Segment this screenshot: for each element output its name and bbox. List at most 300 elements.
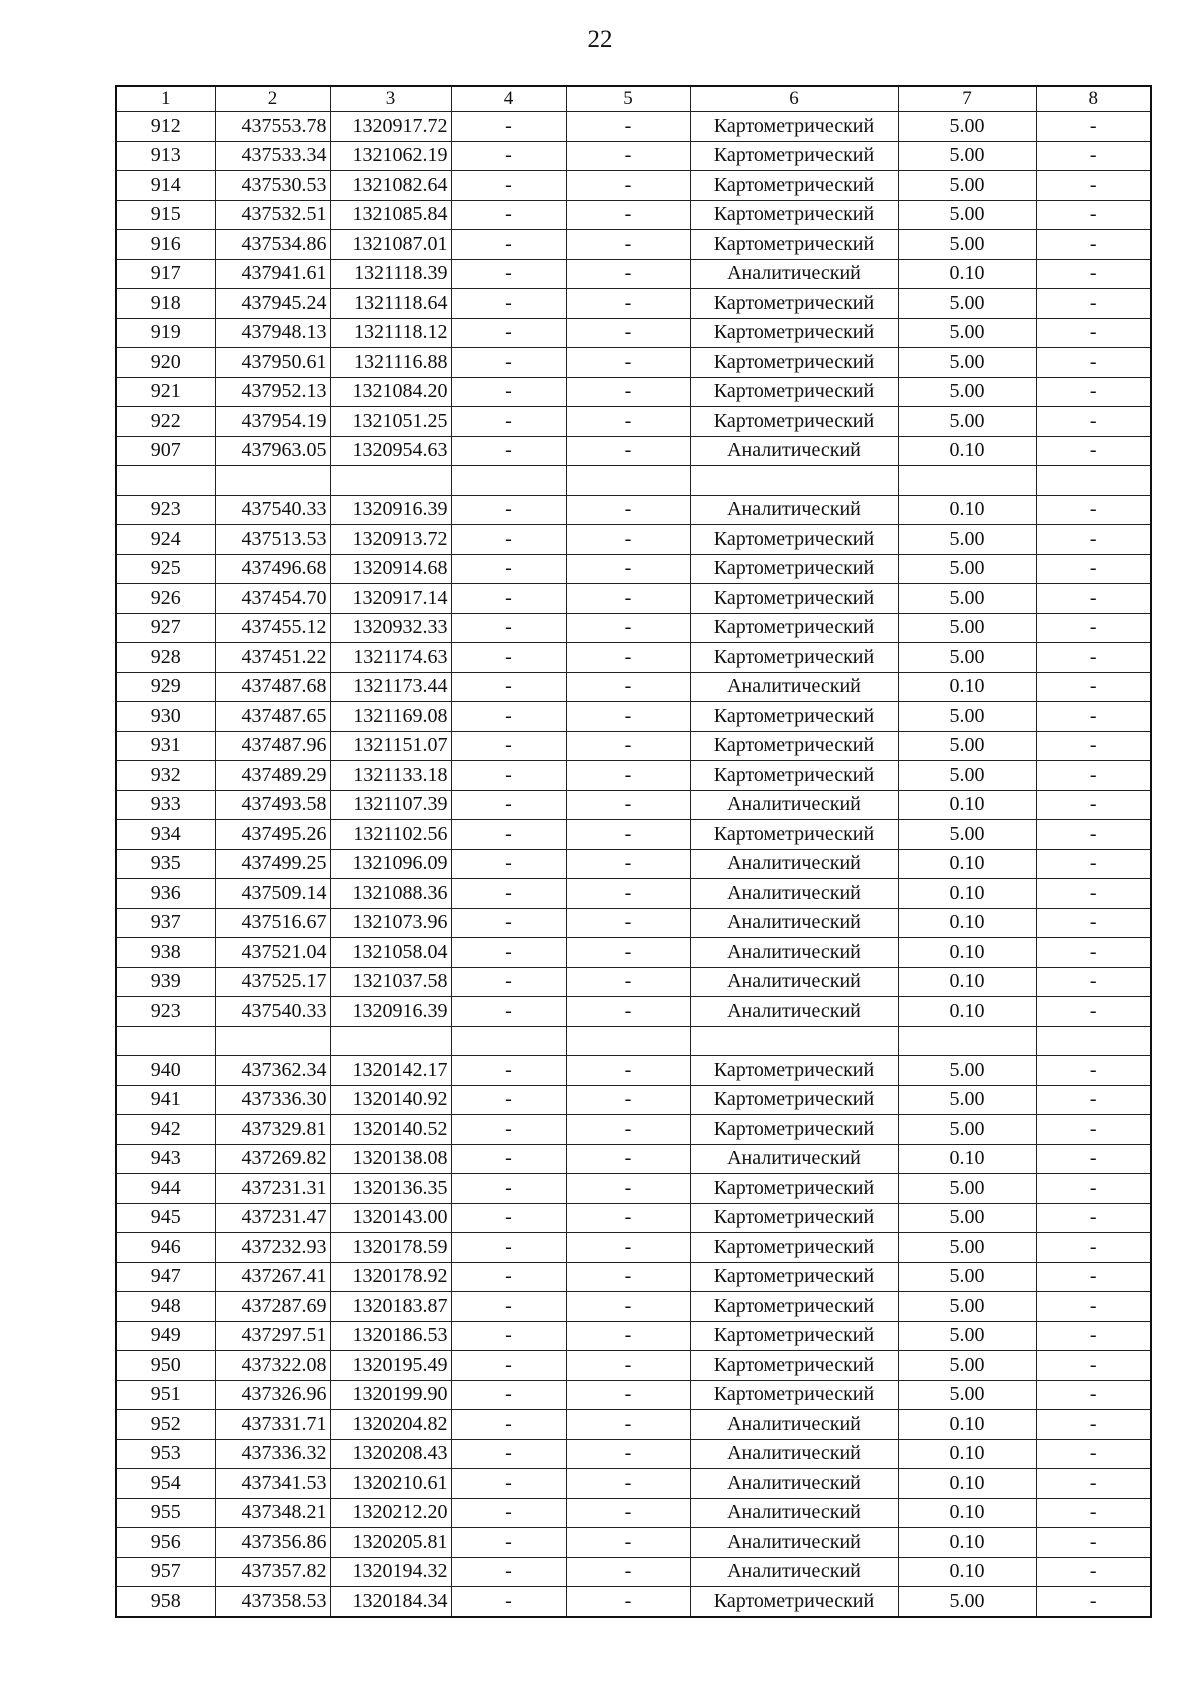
- column-5-cell: -: [566, 348, 690, 378]
- accuracy-cell: 5.00: [898, 584, 1036, 614]
- column-8-cell: -: [1036, 1115, 1151, 1145]
- column-5-cell: -: [566, 1292, 690, 1322]
- table-row: [116, 820, 1151, 850]
- method-cell: Картометрический: [690, 1203, 898, 1233]
- point-number-cell: 925: [116, 554, 215, 584]
- column-header-6: 6: [690, 86, 898, 112]
- x-coordinate-cell: 437530.53: [215, 171, 330, 201]
- point-number-cell: [116, 466, 215, 496]
- y-coordinate-cell: 1320212.20: [330, 1498, 451, 1528]
- column-4-cell: -: [451, 1469, 566, 1499]
- point-number-cell: 921: [116, 377, 215, 407]
- column-5-cell: -: [566, 525, 690, 555]
- accuracy-cell: 5.00: [898, 1351, 1036, 1381]
- method-cell: Картометрический: [690, 643, 898, 673]
- method-cell: Картометрический: [690, 1174, 898, 1204]
- method-cell: Картометрический: [690, 348, 898, 378]
- y-coordinate-cell: 1320195.49: [330, 1351, 451, 1381]
- column-5-cell: -: [566, 938, 690, 968]
- point-number-cell: 951: [116, 1380, 215, 1410]
- x-coordinate-cell: 437341.53: [215, 1469, 330, 1499]
- y-coordinate-cell: 1320142.17: [330, 1056, 451, 1086]
- column-5-cell: -: [566, 407, 690, 437]
- column-8-cell: -: [1036, 967, 1151, 997]
- accuracy-cell: [898, 466, 1036, 496]
- y-coordinate-cell: 1320913.72: [330, 525, 451, 555]
- method-cell: Картометрический: [690, 407, 898, 437]
- method-cell: Картометрический: [690, 200, 898, 230]
- column-4-cell: -: [451, 1115, 566, 1145]
- table-row: [116, 908, 1151, 938]
- table-row: [116, 731, 1151, 761]
- y-coordinate-cell: 1321062.19: [330, 141, 451, 171]
- x-coordinate-cell: 437521.04: [215, 938, 330, 968]
- y-coordinate-cell: 1320208.43: [330, 1439, 451, 1469]
- accuracy-cell: 0.10: [898, 997, 1036, 1027]
- method-cell: Аналитический: [690, 997, 898, 1027]
- point-number-cell: 946: [116, 1233, 215, 1263]
- column-4-cell: -: [451, 1410, 566, 1440]
- point-number-cell: 929: [116, 672, 215, 702]
- x-coordinate-cell: 437499.25: [215, 849, 330, 879]
- accuracy-cell: [898, 1026, 1036, 1056]
- accuracy-cell: 0.10: [898, 495, 1036, 525]
- column-8-cell: [1036, 1026, 1151, 1056]
- accuracy-cell: 5.00: [898, 761, 1036, 791]
- y-coordinate-cell: 1321087.01: [330, 230, 451, 260]
- column-header-4: 4: [451, 86, 566, 112]
- column-8-cell: -: [1036, 230, 1151, 260]
- method-cell: Картометрический: [690, 171, 898, 201]
- column-8-cell: -: [1036, 318, 1151, 348]
- accuracy-cell: 0.10: [898, 1439, 1036, 1469]
- point-number-cell: 945: [116, 1203, 215, 1233]
- accuracy-cell: 0.10: [898, 672, 1036, 702]
- point-number-cell: 913: [116, 141, 215, 171]
- accuracy-cell: 0.10: [898, 967, 1036, 997]
- point-number-cell: 949: [116, 1321, 215, 1351]
- accuracy-cell: 0.10: [898, 436, 1036, 466]
- table-row: [116, 377, 1151, 407]
- column-8-cell: -: [1036, 1085, 1151, 1115]
- x-coordinate-cell: 437232.93: [215, 1233, 330, 1263]
- x-coordinate-cell: 437941.61: [215, 259, 330, 289]
- point-number-cell: 956: [116, 1528, 215, 1558]
- column-4-cell: -: [451, 820, 566, 850]
- y-coordinate-cell: 1320143.00: [330, 1203, 451, 1233]
- column-4-cell: -: [451, 938, 566, 968]
- column-8-cell: -: [1036, 1203, 1151, 1233]
- x-coordinate-cell: 437525.17: [215, 967, 330, 997]
- column-4-cell: -: [451, 171, 566, 201]
- method-cell: Аналитический: [690, 1469, 898, 1499]
- column-4-cell: -: [451, 908, 566, 938]
- column-4-cell: -: [451, 348, 566, 378]
- column-5-cell: -: [566, 1439, 690, 1469]
- column-4-cell: -: [451, 1557, 566, 1587]
- x-coordinate-cell: 437454.70: [215, 584, 330, 614]
- accuracy-cell: 5.00: [898, 643, 1036, 673]
- accuracy-cell: 5.00: [898, 525, 1036, 555]
- column-8-cell: -: [1036, 1233, 1151, 1263]
- x-coordinate-cell: 437231.47: [215, 1203, 330, 1233]
- table-row: [116, 1587, 1151, 1617]
- y-coordinate-cell: 1321107.39: [330, 790, 451, 820]
- column-5-cell: -: [566, 1587, 690, 1617]
- y-coordinate-cell: 1320210.61: [330, 1469, 451, 1499]
- point-number-cell: 933: [116, 790, 215, 820]
- point-number-cell: 938: [116, 938, 215, 968]
- table-row: [116, 790, 1151, 820]
- table-row: [116, 584, 1151, 614]
- column-8-cell: -: [1036, 1321, 1151, 1351]
- column-5-cell: -: [566, 141, 690, 171]
- x-coordinate-cell: 437493.58: [215, 790, 330, 820]
- accuracy-cell: 5.00: [898, 1262, 1036, 1292]
- y-coordinate-cell: 1320916.39: [330, 997, 451, 1027]
- column-8-cell: -: [1036, 525, 1151, 555]
- column-4-cell: -: [451, 377, 566, 407]
- x-coordinate-cell: 437487.96: [215, 731, 330, 761]
- method-cell: Аналитический: [690, 790, 898, 820]
- method-cell: Картометрический: [690, 1380, 898, 1410]
- column-8-cell: -: [1036, 1528, 1151, 1558]
- table-row: [116, 1321, 1151, 1351]
- column-8-cell: -: [1036, 1292, 1151, 1322]
- table-row: [116, 879, 1151, 909]
- column-5-cell: -: [566, 171, 690, 201]
- column-8-cell: -: [1036, 997, 1151, 1027]
- column-5-cell: -: [566, 790, 690, 820]
- column-8-cell: -: [1036, 495, 1151, 525]
- x-coordinate-cell: 437287.69: [215, 1292, 330, 1322]
- point-number-cell: 952: [116, 1410, 215, 1440]
- column-8-cell: -: [1036, 141, 1151, 171]
- column-8-cell: -: [1036, 1351, 1151, 1381]
- column-4-cell: -: [451, 613, 566, 643]
- point-number-cell: 918: [116, 289, 215, 319]
- table-row: [116, 1557, 1151, 1587]
- y-coordinate-cell: 1320184.34: [330, 1587, 451, 1617]
- column-8-cell: -: [1036, 1056, 1151, 1086]
- point-number-cell: 935: [116, 849, 215, 879]
- accuracy-cell: 5.00: [898, 1085, 1036, 1115]
- accuracy-cell: 0.10: [898, 879, 1036, 909]
- y-coordinate-cell: 1321058.04: [330, 938, 451, 968]
- x-coordinate-cell: 437267.41: [215, 1262, 330, 1292]
- accuracy-cell: 5.00: [898, 1380, 1036, 1410]
- point-number-cell: 923: [116, 997, 215, 1027]
- column-4-cell: -: [451, 1085, 566, 1115]
- column-8-cell: -: [1036, 672, 1151, 702]
- point-number-cell: 948: [116, 1292, 215, 1322]
- x-coordinate-cell: 437948.13: [215, 318, 330, 348]
- column-4-cell: -: [451, 997, 566, 1027]
- column-5-cell: -: [566, 1469, 690, 1499]
- table-row: [116, 997, 1151, 1027]
- point-number-cell: 958: [116, 1587, 215, 1617]
- y-coordinate-cell: 1320204.82: [330, 1410, 451, 1440]
- table-row: [116, 938, 1151, 968]
- x-coordinate-cell: 437540.33: [215, 495, 330, 525]
- method-cell: Картометрический: [690, 141, 898, 171]
- point-number-cell: 942: [116, 1115, 215, 1145]
- column-4-cell: -: [451, 879, 566, 909]
- accuracy-cell: 5.00: [898, 1321, 1036, 1351]
- y-coordinate-cell: 1321118.39: [330, 259, 451, 289]
- table-row: [116, 849, 1151, 879]
- table-row: [116, 1380, 1151, 1410]
- method-cell: Картометрический: [690, 731, 898, 761]
- accuracy-cell: 5.00: [898, 1292, 1036, 1322]
- column-5-cell: -: [566, 112, 690, 142]
- point-number-cell: 930: [116, 702, 215, 732]
- table-row: [116, 702, 1151, 732]
- column-4-cell: -: [451, 495, 566, 525]
- column-4-cell: -: [451, 731, 566, 761]
- coordinates-table: [115, 85, 1152, 1618]
- y-coordinate-cell: 1321174.63: [330, 643, 451, 673]
- y-coordinate-cell: 1320205.81: [330, 1528, 451, 1558]
- point-number-cell: 920: [116, 348, 215, 378]
- column-5-cell: -: [566, 997, 690, 1027]
- column-5-cell: -: [566, 613, 690, 643]
- method-cell: Картометрический: [690, 584, 898, 614]
- point-number-cell: 912: [116, 112, 215, 142]
- column-5-cell: -: [566, 849, 690, 879]
- method-cell: Картометрический: [690, 1115, 898, 1145]
- column-4-cell: -: [451, 200, 566, 230]
- method-cell: Картометрический: [690, 1085, 898, 1115]
- x-coordinate-cell: 437945.24: [215, 289, 330, 319]
- table-row: [116, 1469, 1151, 1499]
- column-5-cell: -: [566, 761, 690, 791]
- accuracy-cell: 5.00: [898, 289, 1036, 319]
- method-cell: Аналитический: [690, 1498, 898, 1528]
- table-row: [116, 112, 1151, 142]
- column-8-cell: -: [1036, 1587, 1151, 1617]
- column-8-cell: -: [1036, 259, 1151, 289]
- column-8-cell: -: [1036, 702, 1151, 732]
- column-4-cell: -: [451, 1144, 566, 1174]
- table-row: [116, 672, 1151, 702]
- method-cell: Картометрический: [690, 1292, 898, 1322]
- column-4-cell: -: [451, 1233, 566, 1263]
- table-row: [116, 407, 1151, 437]
- table-row: [116, 761, 1151, 791]
- table-row: [116, 1292, 1151, 1322]
- accuracy-cell: 5.00: [898, 554, 1036, 584]
- column-5-cell: -: [566, 879, 690, 909]
- column-5-cell: -: [566, 1203, 690, 1233]
- x-coordinate-cell: 437954.19: [215, 407, 330, 437]
- y-coordinate-cell: 1321051.25: [330, 407, 451, 437]
- accuracy-cell: 0.10: [898, 1498, 1036, 1528]
- column-8-cell: -: [1036, 554, 1151, 584]
- accuracy-cell: 0.10: [898, 908, 1036, 938]
- column-5-cell: -: [566, 495, 690, 525]
- table-row: [116, 1174, 1151, 1204]
- method-cell: [690, 1026, 898, 1056]
- method-cell: Аналитический: [690, 849, 898, 879]
- table-row: [116, 554, 1151, 584]
- x-coordinate-cell: 437509.14: [215, 879, 330, 909]
- column-4-cell: -: [451, 1380, 566, 1410]
- accuracy-cell: 5.00: [898, 377, 1036, 407]
- x-coordinate-cell: 437553.78: [215, 112, 330, 142]
- method-cell: Аналитический: [690, 1439, 898, 1469]
- table-row: [116, 230, 1151, 260]
- column-8-cell: -: [1036, 289, 1151, 319]
- accuracy-cell: 5.00: [898, 820, 1036, 850]
- column-4-cell: -: [451, 112, 566, 142]
- y-coordinate-cell: 1320178.92: [330, 1262, 451, 1292]
- point-number-cell: 915: [116, 200, 215, 230]
- method-cell: Картометрический: [690, 554, 898, 584]
- x-coordinate-cell: 437326.96: [215, 1380, 330, 1410]
- x-coordinate-cell: 437336.32: [215, 1439, 330, 1469]
- column-5-cell: -: [566, 1174, 690, 1204]
- column-4-cell: -: [451, 643, 566, 673]
- x-coordinate-cell: 437496.68: [215, 554, 330, 584]
- x-coordinate-cell: 437231.31: [215, 1174, 330, 1204]
- method-cell: Картометрический: [690, 289, 898, 319]
- method-cell: Аналитический: [690, 879, 898, 909]
- point-number-cell: 916: [116, 230, 215, 260]
- table-row: [116, 1203, 1151, 1233]
- accuracy-cell: 0.10: [898, 1144, 1036, 1174]
- page-number: 22: [587, 26, 613, 53]
- point-number-cell: 944: [116, 1174, 215, 1204]
- column-4-cell: -: [451, 1056, 566, 1086]
- accuracy-cell: 0.10: [898, 1528, 1036, 1558]
- x-coordinate-cell: 437952.13: [215, 377, 330, 407]
- column-8-cell: -: [1036, 761, 1151, 791]
- x-coordinate-cell: 437358.53: [215, 1587, 330, 1617]
- column-8-cell: -: [1036, 1557, 1151, 1587]
- column-5-cell: -: [566, 1498, 690, 1528]
- column-4-cell: [451, 1026, 566, 1056]
- column-8-cell: -: [1036, 1174, 1151, 1204]
- accuracy-cell: 0.10: [898, 1557, 1036, 1587]
- column-4-cell: -: [451, 525, 566, 555]
- y-coordinate-cell: 1321169.08: [330, 702, 451, 732]
- column-8-cell: -: [1036, 171, 1151, 201]
- column-4-cell: -: [451, 1351, 566, 1381]
- column-5-cell: -: [566, 672, 690, 702]
- table-row: [116, 613, 1151, 643]
- accuracy-cell: 0.10: [898, 849, 1036, 879]
- point-number-cell: 950: [116, 1351, 215, 1381]
- point-number-cell: 931: [116, 731, 215, 761]
- point-number-cell: 926: [116, 584, 215, 614]
- point-number-cell: 936: [116, 879, 215, 909]
- column-8-cell: -: [1036, 1469, 1151, 1499]
- accuracy-cell: 5.00: [898, 112, 1036, 142]
- table-row: [116, 1498, 1151, 1528]
- table-row: [116, 348, 1151, 378]
- column-8-cell: -: [1036, 1498, 1151, 1528]
- x-coordinate-cell: 437963.05: [215, 436, 330, 466]
- method-cell: Аналитический: [690, 436, 898, 466]
- accuracy-cell: 5.00: [898, 1115, 1036, 1145]
- column-5-cell: -: [566, 377, 690, 407]
- table-body: [116, 112, 1151, 1617]
- x-coordinate-cell: 437357.82: [215, 1557, 330, 1587]
- column-4-cell: -: [451, 141, 566, 171]
- y-coordinate-cell: 1320140.52: [330, 1115, 451, 1145]
- x-coordinate-cell: 437532.51: [215, 200, 330, 230]
- column-4-cell: -: [451, 849, 566, 879]
- point-number-cell: 934: [116, 820, 215, 850]
- column-8-cell: -: [1036, 1144, 1151, 1174]
- x-coordinate-cell: 437329.81: [215, 1115, 330, 1145]
- column-8-cell: -: [1036, 1380, 1151, 1410]
- point-number-cell: 928: [116, 643, 215, 673]
- column-8-cell: -: [1036, 377, 1151, 407]
- column-4-cell: -: [451, 1528, 566, 1558]
- column-4-cell: -: [451, 436, 566, 466]
- accuracy-cell: 5.00: [898, 171, 1036, 201]
- table-row: [116, 1144, 1151, 1174]
- method-cell: Картометрический: [690, 525, 898, 555]
- method-cell: Картометрический: [690, 820, 898, 850]
- accuracy-cell: 5.00: [898, 141, 1036, 171]
- accuracy-cell: 0.10: [898, 938, 1036, 968]
- x-coordinate-cell: 437336.30: [215, 1085, 330, 1115]
- column-8-cell: -: [1036, 1410, 1151, 1440]
- point-number-cell: 937: [116, 908, 215, 938]
- y-coordinate-cell: 1321096.09: [330, 849, 451, 879]
- y-coordinate-cell: 1320140.92: [330, 1085, 451, 1115]
- column-8-cell: [1036, 466, 1151, 496]
- accuracy-cell: 5.00: [898, 1587, 1036, 1617]
- column-5-cell: -: [566, 702, 690, 732]
- point-number-cell: 914: [116, 171, 215, 201]
- column-8-cell: -: [1036, 584, 1151, 614]
- y-coordinate-cell: 1321037.58: [330, 967, 451, 997]
- y-coordinate-cell: 1320199.90: [330, 1380, 451, 1410]
- point-number-cell: 943: [116, 1144, 215, 1174]
- method-cell: Картометрический: [690, 377, 898, 407]
- accuracy-cell: 5.00: [898, 731, 1036, 761]
- column-8-cell: -: [1036, 613, 1151, 643]
- method-cell: [690, 466, 898, 496]
- table-row: [116, 171, 1151, 201]
- y-coordinate-cell: 1320138.08: [330, 1144, 451, 1174]
- x-coordinate-cell: 437348.21: [215, 1498, 330, 1528]
- method-cell: Картометрический: [690, 761, 898, 791]
- table-row: [116, 289, 1151, 319]
- column-header-2: 2: [215, 86, 330, 112]
- x-coordinate-cell: 437516.67: [215, 908, 330, 938]
- column-8-cell: -: [1036, 820, 1151, 850]
- y-coordinate-cell: 1321151.07: [330, 731, 451, 761]
- column-4-cell: -: [451, 790, 566, 820]
- table-row: [116, 1439, 1151, 1469]
- accuracy-cell: 5.00: [898, 348, 1036, 378]
- column-4-cell: -: [451, 554, 566, 584]
- x-coordinate-cell: 437513.53: [215, 525, 330, 555]
- y-coordinate-cell: 1321082.64: [330, 171, 451, 201]
- column-5-cell: [566, 1026, 690, 1056]
- column-header-3: 3: [330, 86, 451, 112]
- accuracy-cell: 5.00: [898, 1233, 1036, 1263]
- method-cell: Аналитический: [690, 938, 898, 968]
- y-coordinate-cell: 1320178.59: [330, 1233, 451, 1263]
- method-cell: Картометрический: [690, 1351, 898, 1381]
- x-coordinate-cell: 437534.86: [215, 230, 330, 260]
